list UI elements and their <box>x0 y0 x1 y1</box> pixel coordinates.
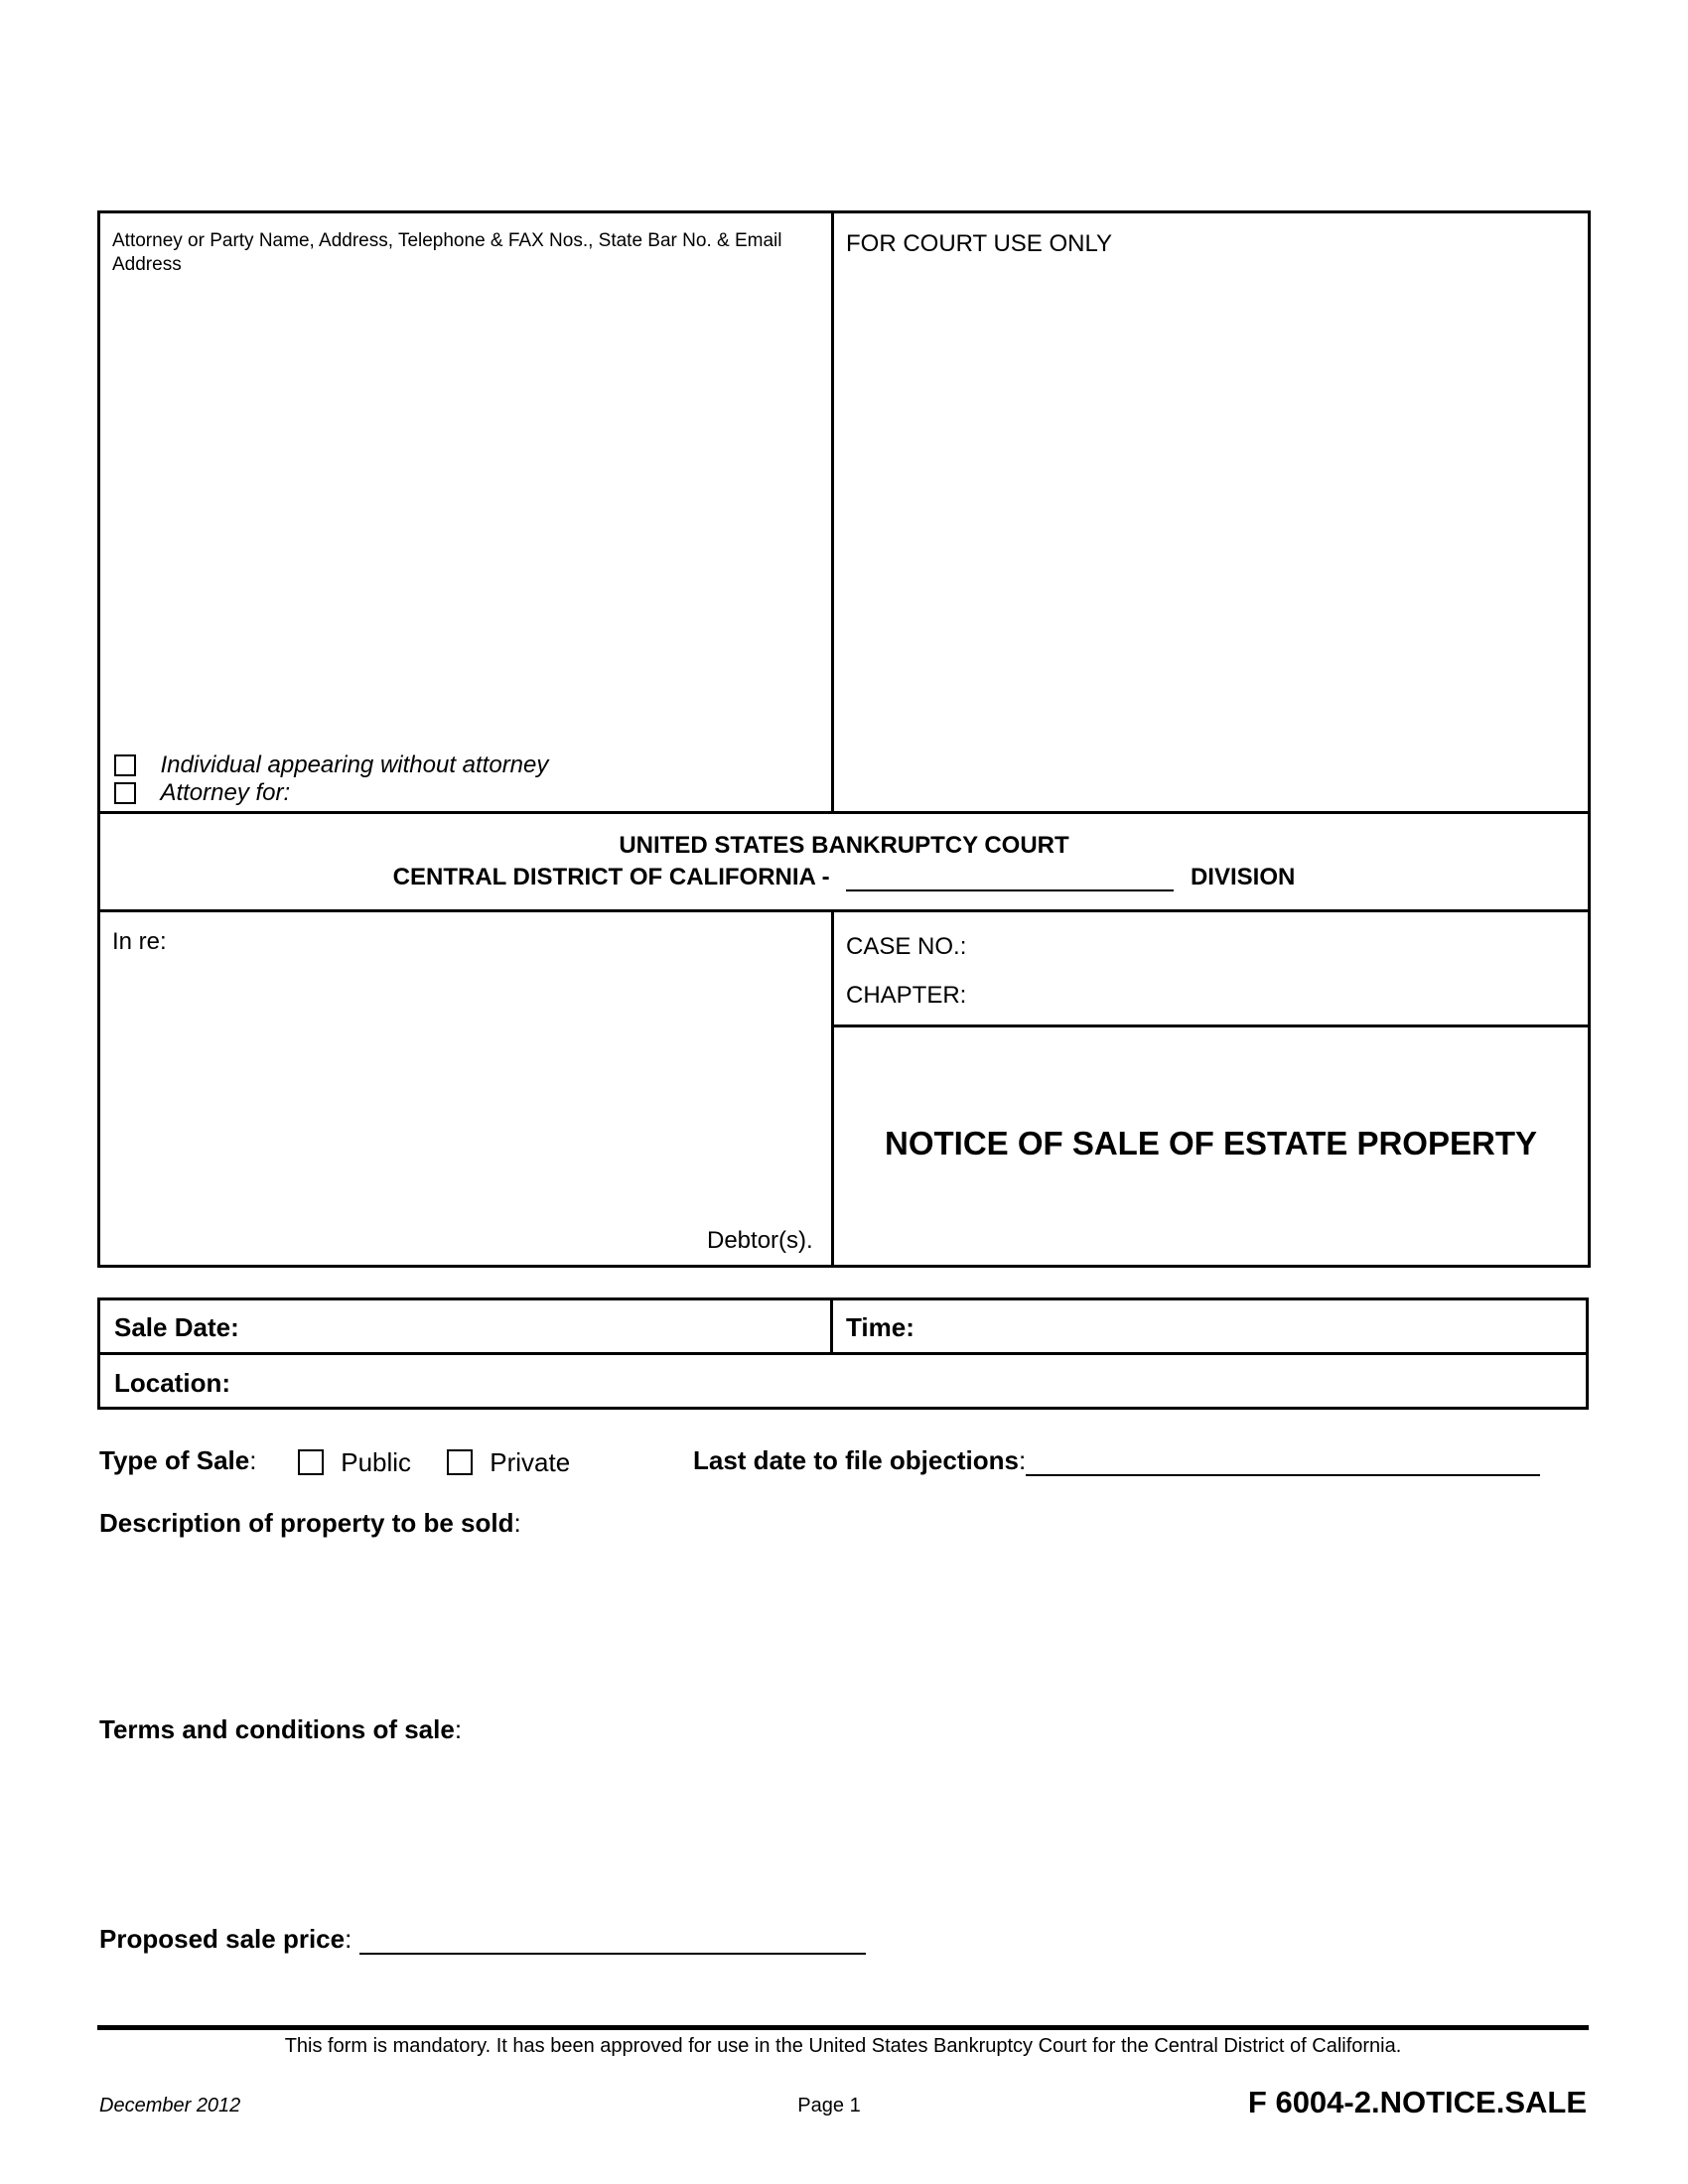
sale-date-label: Sale Date: <box>114 1312 239 1342</box>
price-colon: : <box>345 1924 352 1954</box>
public-label: Public <box>341 1447 412 1478</box>
price-label: Proposed sale price <box>99 1924 346 1954</box>
description-colon: : <box>513 1508 521 1538</box>
sale-time-label: Time: <box>846 1312 914 1342</box>
division-field[interactable] <box>846 866 1174 891</box>
attorney-for-label: Attorney for: <box>160 779 291 806</box>
page-title: NOTICE OF SALE OF ESTATE PROPERTY <box>885 1125 1537 1161</box>
sale-location-label: Location: <box>114 1368 230 1398</box>
in-re-label: In re: <box>112 928 167 955</box>
public-option <box>298 1444 411 1478</box>
case-divider <box>831 1024 1591 1027</box>
price-row <box>99 1923 866 1955</box>
case-no-label: CASE NO.: <box>846 933 967 960</box>
objections-colon: : <box>1018 1445 1027 1475</box>
objections-row <box>693 1444 1540 1476</box>
debtor-label: Debtor(s). <box>707 1227 813 1254</box>
price-field[interactable] <box>359 1927 866 1955</box>
description-label: Description of property to be sold <box>99 1508 514 1538</box>
description-row <box>99 1508 521 1539</box>
footer-date: December 2012 <box>99 2095 241 2116</box>
objections-date-field[interactable] <box>1026 1448 1540 1476</box>
public-checkbox[interactable] <box>298 1449 324 1475</box>
terms-row <box>99 1714 462 1745</box>
sale-divider-horizontal <box>97 1352 1589 1355</box>
caption-box <box>97 210 1591 1268</box>
caption-divider-case <box>831 909 834 1268</box>
terms-label: Terms and conditions of sale <box>99 1714 455 1744</box>
caption-divider-top <box>831 210 834 813</box>
terms-colon: : <box>454 1714 463 1744</box>
private-option <box>447 1444 570 1478</box>
court-name: UNITED STATES BANKRUPTCY COURT <box>619 832 1069 859</box>
objections-label: Last date to file objections <box>693 1445 1019 1475</box>
attorney-for-row <box>114 779 290 807</box>
footer-page: Page 1 <box>797 2095 861 2116</box>
type-of-sale-row <box>99 1444 256 1476</box>
attorney-for-checkbox[interactable] <box>114 782 136 804</box>
private-label: Private <box>490 1447 571 1478</box>
court-divider-top <box>97 811 1591 814</box>
private-checkbox[interactable] <box>447 1449 473 1475</box>
court-district-line <box>97 864 1591 891</box>
type-of-sale-label: Type of Sale <box>99 1445 250 1475</box>
individual-row <box>114 751 548 779</box>
court-division-label: DIVISION <box>1190 864 1296 890</box>
footer-rule <box>97 2025 1589 2030</box>
chapter-label: CHAPTER: <box>846 982 967 1009</box>
court-use-label: FOR COURT USE ONLY <box>846 230 1113 257</box>
individual-checkbox[interactable] <box>114 754 136 776</box>
attorney-label: Attorney or Party Name, Address, Telephone & FAX Nos., State Bar No. & Email Address <box>112 230 782 275</box>
individual-label: Individual appearing without attorney <box>160 751 549 778</box>
type-of-sale-colon: : <box>249 1445 257 1475</box>
mandatory-note: This form is mandatory. It has been approved for use in the United States Bankruptcy Court for the Central District of California. <box>284 2035 1402 2057</box>
sale-divider-vertical <box>830 1297 833 1354</box>
court-divider-bottom <box>97 909 1591 912</box>
footer-form-id: F 6004-2.NOTICE.SALE <box>1247 2085 1587 2119</box>
court-district: CENTRAL DISTRICT OF CALIFORNIA - <box>392 864 830 890</box>
